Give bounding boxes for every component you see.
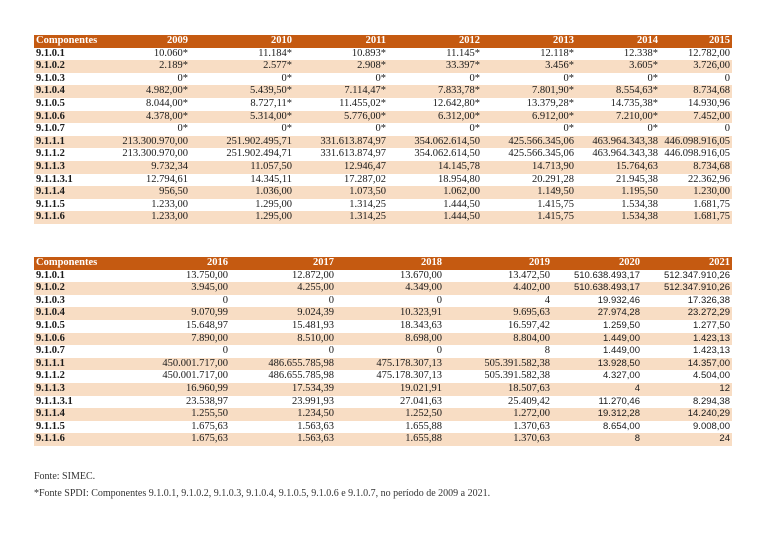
header-year: 2009 [167,35,188,46]
table-cell: 1.415,75 [537,211,574,223]
components-table-2016-2021 [34,257,732,446]
table-cell: 7.452,00 [693,110,730,122]
table-cell: 0* [563,123,574,135]
table-row [34,136,732,149]
table-row [34,383,732,396]
table-cell: 8.510,00 [297,332,334,344]
table-cell: 27.041,63 [400,395,442,407]
table-cell: 8.734,68 [693,160,730,172]
table-cell: 19.021,91 [400,382,442,394]
table-row [34,333,732,346]
header-year: 2021 [709,257,730,268]
header-year: 2010 [271,35,292,46]
header-year: 2013 [553,35,574,46]
row-component-label: 9.1.0.1 [36,47,65,59]
table-row [34,174,732,187]
table-row [34,421,732,434]
header-year: 2020 [619,257,640,268]
table-cell: 22.362,96 [688,173,730,185]
row-component-label: 9.1.1.1 [36,135,65,147]
row-component-label: 9.1.0.5 [36,319,65,331]
table-cell: 1.272,00 [513,408,550,420]
table-cell: 21.945,38 [616,173,658,185]
table-cell: 3.945,00 [191,282,228,294]
table-cell: 1.444,50 [443,198,480,210]
table-cell: 0 [328,345,334,357]
table-row [34,85,732,98]
table-cell: 7.114,47* [344,85,386,97]
table-cell: 1.681,75 [693,198,730,210]
table-cell: 10.323,91 [400,307,442,319]
table-cell: 4 [634,382,640,394]
table-cell: 6.312,00* [438,110,480,122]
header-componentes: Componentes [36,257,98,268]
table-cell: 475.178.307,13 [376,370,442,382]
table-row [34,199,732,212]
row-component-label: 9.1.0.2 [36,282,65,294]
table-cell: 0* [375,123,386,135]
header-year: 2018 [421,257,442,268]
table-cell: 9.695,63 [513,307,550,319]
table-cell: 19.312,28 [597,408,640,420]
table-cell: 9.070,99 [191,307,228,319]
table-cell: 1.195,50 [621,186,658,198]
table-cell: 12 [719,382,730,394]
table-row [34,433,732,446]
table-cell: 7.801,90* [532,85,574,97]
table-cell: 0 [328,294,334,306]
table-cell: 11.184* [258,47,292,59]
table-cell: 10.060* [153,47,188,59]
table-cell: 12.338* [623,47,658,59]
table-cell: 1.370,63 [513,433,550,445]
table-cell: 8.804,00 [513,332,550,344]
table-cell: 19.932,46 [597,294,640,306]
table-cell: 13.670,00 [400,269,442,281]
row-component-label: 9.1.0.4 [36,307,65,319]
header-year: 2019 [529,257,550,268]
table-cell: 1.563,63 [297,433,334,445]
table-cell: 14.357,00 [687,357,730,369]
row-component-label: 9.1.1.3.1 [36,395,73,407]
table-cell: 0 [724,72,730,84]
row-component-label: 9.1.0.6 [36,110,65,122]
table-cell: 0* [563,72,574,84]
table-cell: 1.423,13 [693,345,730,357]
table-cell: 12.872,00 [292,269,334,281]
table-cell: 1.675,63 [191,420,228,432]
table-cell: 1.259,50 [603,319,640,331]
table-row [34,123,732,136]
row-component-label: 9.1.0.7 [36,345,65,357]
table-cell: 1.073,50 [349,186,386,198]
table-cell: 10.893* [351,47,386,59]
table-row [34,320,732,333]
table-cell: 213.300.970,00 [122,135,188,147]
table-cell: 5.776,00* [344,110,386,122]
table-row [34,148,732,161]
table-cell: 16.960,99 [186,382,228,394]
table-cell: 0 [724,123,730,135]
table-cell: 11.057,50 [250,160,292,172]
table-row [34,408,732,421]
table-cell: 14.145,78 [438,160,480,172]
table-cell: 25.409,42 [508,395,550,407]
table-cell: 0 [222,345,228,357]
table-cell: 12.782,00 [688,47,730,59]
table-cell: 9.024,39 [297,307,334,319]
table-cell: 1.295,00 [255,211,292,223]
row-component-label: 9.1.1.3.1 [36,173,73,185]
table-cell: 0* [281,72,292,84]
table-cell: 4 [544,294,550,306]
table-row [34,270,732,283]
table-cell: 486.655.785,98 [268,357,334,369]
table-row [34,48,732,61]
table-cell: 446.098.916,05 [664,148,730,160]
table-cell: 17.287,02 [344,173,386,185]
table-cell: 505.391.582,38 [484,357,550,369]
table-cell: 0 [436,294,442,306]
table-cell: 1.449,00 [603,345,640,357]
table-cell: 1.234,50 [297,408,334,420]
table-cell: 463.964.343,38 [592,135,658,147]
table-cell: 1.230,00 [693,186,730,198]
table-cell: 18.343,63 [400,319,442,331]
table-cell: 12.118* [540,47,574,59]
table-cell: 0 [222,294,228,306]
table-cell: 0* [469,72,480,84]
table-cell: 446.098.916,05 [664,135,730,147]
table-cell: 17.534,39 [292,382,334,394]
table-cell: 4.349,00 [405,282,442,294]
row-component-label: 9.1.0.2 [36,60,65,72]
table-cell: 1.444,50 [443,211,480,223]
table-cell: 1.314,25 [349,211,386,223]
table-cell: 331.613.874,97 [320,135,386,147]
table-cell: 3.605* [629,60,658,72]
table-cell: 1.423,13 [693,332,730,344]
table-cell: 1.563,63 [297,420,334,432]
table-cell: 1.655,88 [405,420,442,432]
table-row [34,186,732,199]
table-row [34,161,732,174]
table-cell: 1.255,50 [191,408,228,420]
header-year: 2016 [207,257,228,268]
table-row [34,282,732,295]
row-component-label: 9.1.1.1 [36,357,65,369]
table-row [34,111,732,124]
table-cell: 11.455,02* [339,97,386,109]
header-year: 2011 [365,35,386,46]
table-cell: 6.912,00* [532,110,574,122]
row-component-label: 9.1.1.2 [36,370,65,382]
table-cell: 8.654,00 [603,420,640,432]
table-cell: 24 [719,433,730,445]
table-cell: 4.402,00 [513,282,550,294]
table-cell: 1.681,75 [693,211,730,223]
table-cell: 1.534,38 [621,198,658,210]
row-component-label: 9.1.1.4 [36,408,65,420]
table-cell: 354.062.614,50 [414,135,480,147]
table-cell: 331.613.874,97 [320,148,386,160]
table-cell: 15.481,93 [292,319,334,331]
table-row [34,396,732,409]
table-cell: 1.149,50 [537,186,574,198]
table-cell: 4.378,00* [146,110,188,122]
row-component-label: 9.1.0.3 [36,72,65,84]
table-cell: 8.734,68 [693,85,730,97]
table-cell: 13.472,50 [508,269,550,281]
table-cell: 2.189* [159,60,188,72]
table-cell: 2.908* [357,60,386,72]
table-row [34,98,732,111]
table-cell: 9.732,34 [151,160,188,172]
row-component-label: 9.1.0.1 [36,269,65,281]
table-cell: 7.833,78* [438,85,480,97]
table-cell: 23.538,97 [186,395,228,407]
row-component-label: 9.1.1.3 [36,382,65,394]
table-cell: 4.327,00 [603,370,640,382]
table-cell: 1.415,75 [537,198,574,210]
table-cell: 1.314,25 [349,198,386,210]
table-cell: 8.294,38 [693,395,730,407]
table-cell: 3.726,00 [693,60,730,72]
row-component-label: 9.1.0.5 [36,97,65,109]
table-cell: 5.439,50* [250,85,292,97]
table-cell: 8.727,11* [250,97,292,109]
components-table-2009-2015 [34,35,732,224]
table-cell: 463.964.343,38 [592,148,658,160]
table-cell: 0* [281,123,292,135]
table-cell: 8.554,63* [616,85,658,97]
table-cell: 11.145* [446,47,480,59]
table-cell: 12.642,80* [432,97,480,109]
row-component-label: 9.1.1.4 [36,186,65,198]
table-row [34,295,732,308]
table-cell: 1.036,00 [255,186,292,198]
row-component-label: 9.1.0.7 [36,123,65,135]
table-cell: 12.946,47 [344,160,386,172]
table-row [34,345,732,358]
table-cell: 8 [544,345,550,357]
footnote: *Fonte SPDI: Componentes 9.1.0.1, 9.1.0.2, 9.1.0.3, 9.1.0.4, 9.1.0.5, 9.1.0.6 e 9.1.0.7, no período de 2009 a 2021. [34,488,491,499]
table-cell: 510.638.493,17 [573,269,640,281]
table-cell: 2.577* [263,60,292,72]
table-cell: 14.713,90 [532,160,574,172]
table-cell: 23.272,29 [687,307,730,319]
table-cell: 213.300.970,00 [122,148,188,160]
header-year: 2012 [459,35,480,46]
row-component-label: 9.1.1.6 [36,211,65,223]
table-cell: 4.982,00* [146,85,188,97]
row-component-label: 9.1.0.3 [36,294,65,306]
table-cell: 486.655.785,98 [268,370,334,382]
table-cell: 450.001.717,00 [162,357,228,369]
table-cell: 8.044,00* [146,97,188,109]
table-cell: 251.902.495,71 [226,135,292,147]
table-cell: 425.566.345,06 [508,135,574,147]
table-cell: 512.347.910,26 [663,282,730,294]
table-cell: 505.391.582,38 [484,370,550,382]
table-cell: 0* [647,72,658,84]
table-cell: 354.062.614,50 [414,148,480,160]
table-cell: 5.314,00* [250,110,292,122]
table-cell: 1.277,50 [693,319,730,331]
source-note: Fonte: SIMEC. [34,471,96,482]
table-row [34,73,732,86]
table-cell: 0 [436,345,442,357]
table-cell: 8 [634,433,640,445]
table-header-row [34,35,732,48]
table-cell: 14.345,11 [250,173,292,185]
table-cell: 1.370,63 [513,420,550,432]
table-cell: 17.326,38 [687,294,730,306]
table-cell: 14.735,38* [610,97,658,109]
table-row [34,211,732,224]
table-cell: 4.255,00 [297,282,334,294]
table-cell: 13.928,50 [597,357,640,369]
table-cell: 16.597,42 [508,319,550,331]
table-cell: 0* [469,123,480,135]
table-cell: 1.534,38 [621,211,658,223]
table-cell: 0* [375,72,386,84]
table-cell: 0* [177,72,188,84]
table-cell: 251.902.494,71 [226,148,292,160]
table-cell: 1.449,00 [603,332,640,344]
row-component-label: 9.1.1.6 [36,433,65,445]
table-cell: 15.764,63 [616,160,658,172]
table-cell: 1.295,00 [255,198,292,210]
table-cell: 1.233,00 [151,211,188,223]
table-cell: 0* [177,123,188,135]
table-cell: 1.655,88 [405,433,442,445]
table-cell: 27.974,28 [597,307,640,319]
table-cell: 7.890,00 [191,332,228,344]
table-cell: 1.062,00 [443,186,480,198]
header-year: 2014 [637,35,658,46]
table-cell: 425.566.345,06 [508,148,574,160]
table-cell: 510.638.493,17 [573,282,640,294]
table-cell: 33.397* [445,60,480,72]
table-cell: 11.270,46 [598,395,640,407]
table-cell: 18.507,63 [508,382,550,394]
header-year: 2015 [709,35,730,46]
row-component-label: 9.1.0.6 [36,332,65,344]
table-row [34,307,732,320]
table-cell: 18.954,80 [438,173,480,185]
table-header-row [34,257,732,270]
header-year: 2017 [313,257,334,268]
table-cell: 20.291,28 [532,173,574,185]
table-row [34,370,732,383]
table-cell: 3.456* [545,60,574,72]
row-component-label: 9.1.1.3 [36,160,65,172]
table-cell: 4.504,00 [693,370,730,382]
table-cell: 13.379,28* [526,97,574,109]
row-component-label: 9.1.1.5 [36,420,65,432]
table-row [34,60,732,73]
table-row [34,358,732,371]
row-component-label: 9.1.1.5 [36,198,65,210]
row-component-label: 9.1.0.4 [36,85,65,97]
table-cell: 9.008,00 [693,420,730,432]
table-cell: 1.233,00 [151,198,188,210]
table-cell: 512.347.910,26 [663,269,730,281]
table-cell: 14.240,29 [687,408,730,420]
table-cell: 956,50 [159,186,188,198]
table-cell: 15.648,97 [186,319,228,331]
table-cell: 1.252,50 [405,408,442,420]
table-cell: 12.794,61 [146,173,188,185]
header-componentes: Componentes [36,35,98,46]
table-cell: 475.178.307,13 [376,357,442,369]
table-cell: 450.001.717,00 [162,370,228,382]
row-component-label: 9.1.1.2 [36,148,65,160]
table-cell: 13.750,00 [186,269,228,281]
table-cell: 1.675,63 [191,433,228,445]
table-cell: 23.991,93 [292,395,334,407]
table-cell: 8.698,00 [405,332,442,344]
table-cell: 14.930,96 [688,97,730,109]
table-cell: 0* [647,123,658,135]
table-cell: 7.210,00* [616,110,658,122]
